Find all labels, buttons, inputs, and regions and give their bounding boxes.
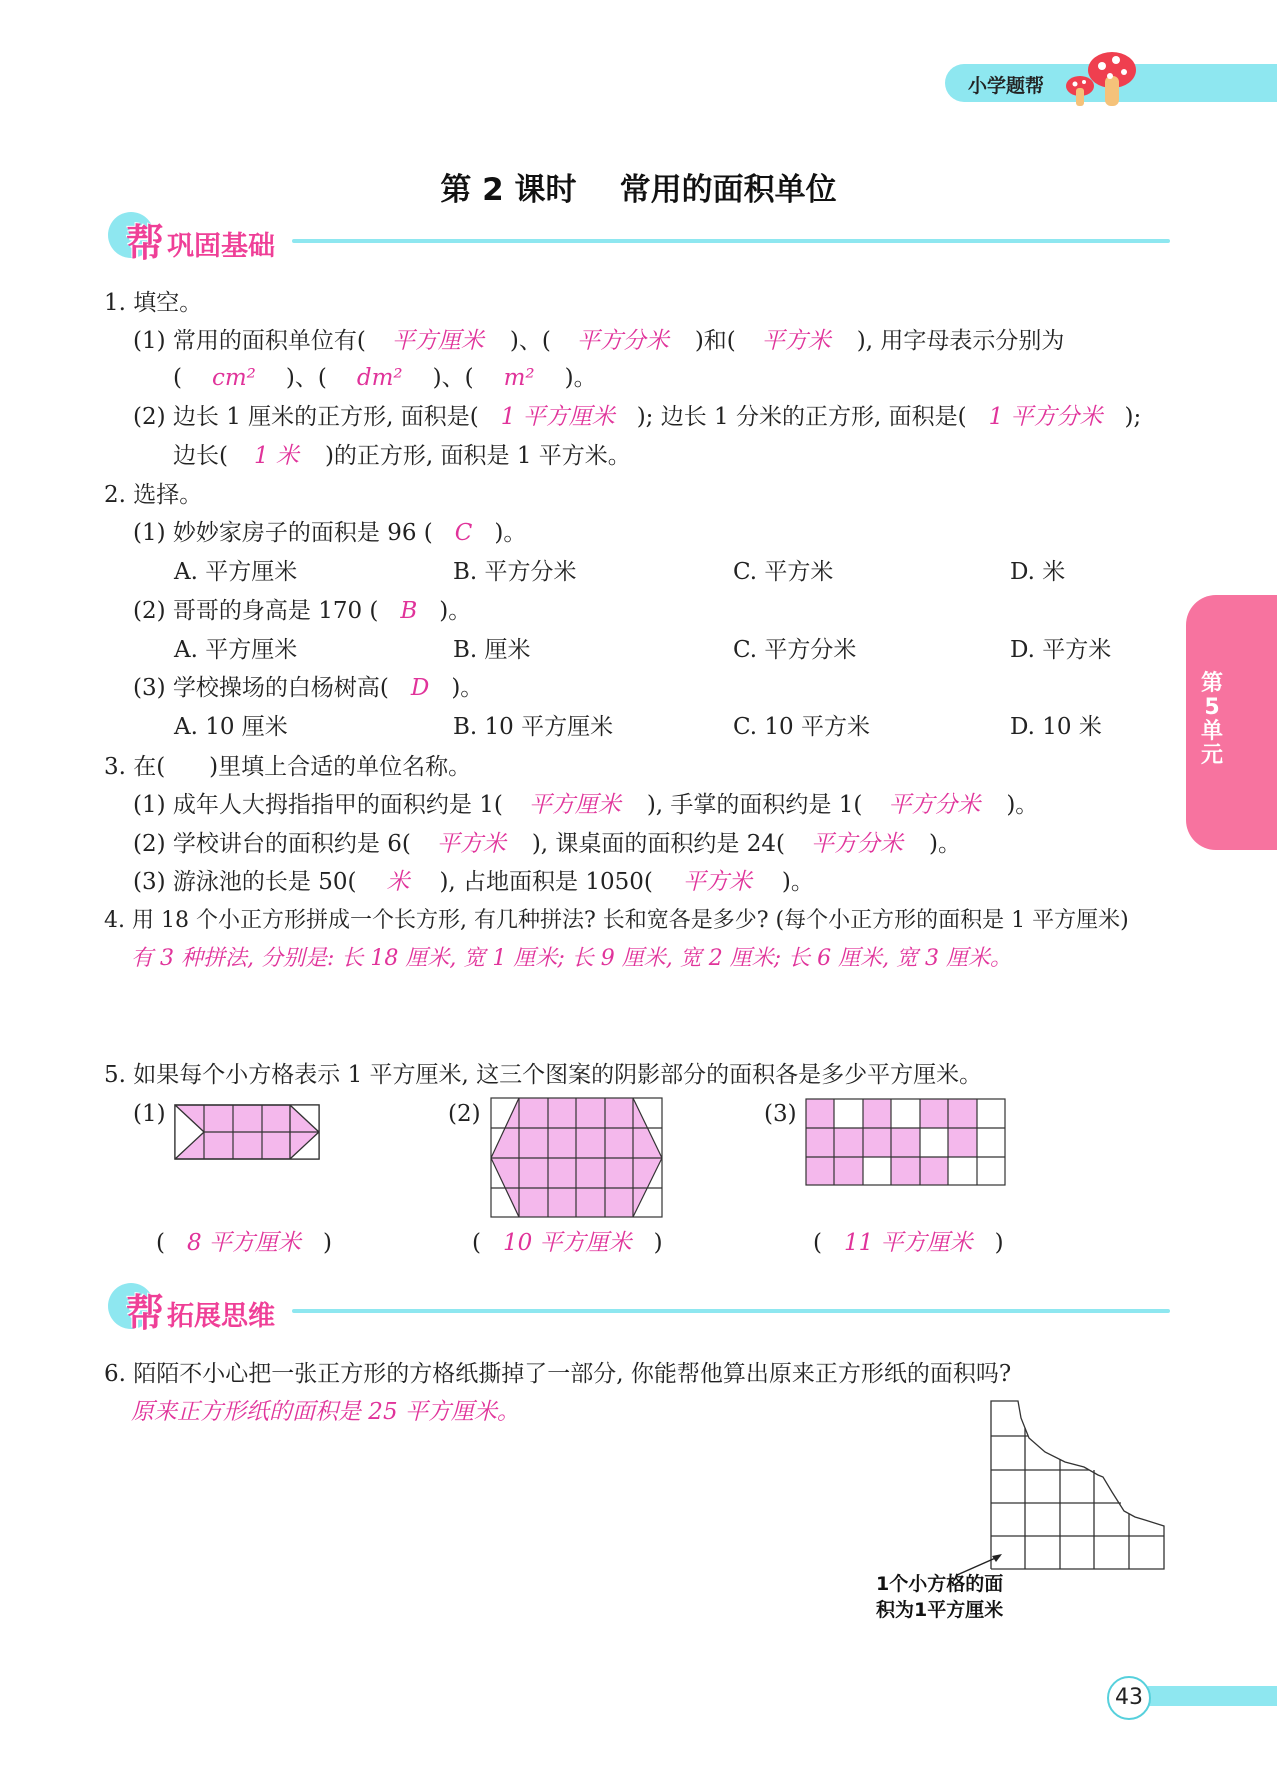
- q5-head: 5. 如果每个小方格表示 1 平方厘米, 这三个图案的阴影部分的面积各是多少平方厘米。: [104, 1062, 983, 1088]
- q1-answer: 平方分米: [576, 328, 669, 354]
- q1-answer: 平方厘米: [391, 328, 484, 354]
- q5-figure-3: [803, 1096, 1009, 1188]
- q1-p2-line2: [173, 441, 631, 471]
- q1-answer: 1 平方厘米: [500, 404, 615, 430]
- unit-side-label: 第5单元: [1200, 671, 1223, 768]
- q1-text: )。: [564, 365, 597, 391]
- q2-item-1-stem: [133, 518, 526, 548]
- section-bang: 帮: [126, 221, 165, 265]
- q3-line1: [133, 790, 1038, 820]
- q1-text: )、(: [432, 365, 474, 391]
- q3-line2: [133, 829, 961, 859]
- q3-answer: 平方厘米: [528, 792, 621, 818]
- section-bang: 帮: [126, 1291, 165, 1335]
- q1-text: (: [173, 365, 182, 391]
- q1-text: 边长(: [173, 443, 228, 469]
- header-label: 小学题帮: [968, 75, 1045, 97]
- paren: (: [156, 1230, 165, 1256]
- q1-answer: dm²: [356, 365, 403, 391]
- q5-answer: 11 平方厘米: [843, 1230, 973, 1256]
- q1-p1-line1: [133, 326, 1064, 356]
- q2-option: C. 10 平方米: [733, 714, 870, 740]
- q1-text: ); 边长 1 分米的正方形, 面积是(: [636, 404, 967, 430]
- q2-item-2-stem: [133, 596, 471, 626]
- page-title: 第 2 课时 常用的面积单位: [440, 172, 837, 208]
- q3-answer: 平方分米: [888, 792, 981, 818]
- q3-text: ), 课桌面的面积约是 24(: [531, 831, 785, 857]
- q6-torn-grid-figure: [985, 1398, 1171, 1574]
- q2-option: D. 米: [1010, 559, 1066, 585]
- q5-label: (1): [133, 1101, 166, 1127]
- footer-ribbon: [1148, 1686, 1277, 1706]
- q3-text: (3) 游泳池的长是 50(: [133, 869, 357, 895]
- q1-answer: cm²: [211, 365, 256, 391]
- q2-text: (2) 哥哥的身高是 170 (: [133, 598, 379, 624]
- section-title-basics: 巩固基础: [167, 231, 275, 262]
- section-divider: [292, 239, 1170, 243]
- q1-text: (2) 边长 1 厘米的正方形, 面积是(: [133, 404, 479, 430]
- q2-option: D. 平方米: [1010, 637, 1112, 663]
- q3-text: ), 手掌的面积约是 1(: [646, 792, 863, 818]
- q6-caption-line1: 1个小方格的面: [876, 1573, 1004, 1595]
- q1-text: )的正方形, 面积是 1 平方米。: [324, 443, 631, 469]
- q3-answer: 平方米: [682, 869, 752, 895]
- q2-text: )。: [439, 598, 472, 624]
- q5-answer-3: [813, 1228, 1004, 1258]
- q5-answer: 8 平方厘米: [186, 1230, 301, 1256]
- q3-head: 3. 在( )里填上合适的单位名称。: [104, 754, 472, 780]
- q5-answer: 10 平方厘米: [502, 1230, 632, 1256]
- q4-answer: 有 3 种拼法, 分别是: 长 18 厘米, 宽 1 厘米; 长 9 厘米, 宽 2 厘米; 长 6 厘米, 宽 3 厘米。: [131, 946, 1013, 971]
- q5-figure-2: [488, 1095, 668, 1221]
- q1-head: 1. 填空。: [104, 290, 203, 316]
- q1-text: )、(: [509, 328, 551, 354]
- q1-text: )和(: [694, 328, 736, 354]
- q6-answer: 原来正方形纸的面积是 25 平方厘米。: [131, 1399, 520, 1425]
- q3-answer: 米: [386, 869, 410, 895]
- q2-option: B. 厘米: [453, 637, 531, 663]
- q6-caption-line2: 积为1平方厘米: [876, 1599, 1004, 1621]
- section-title-extension: 拓展思维: [167, 1301, 275, 1332]
- q4-head: 4. 用 18 个小正方形拼成一个长方形, 有几种拼法? 长和宽各是多少? (每个小正方形的面积是 1 平方厘米): [104, 908, 1129, 933]
- q2-option: B. 10 平方厘米: [453, 714, 614, 740]
- q3-text: ), 占地面积是 1050(: [439, 869, 653, 895]
- q1-answer: 1 米: [253, 443, 299, 469]
- q1-text: )、(: [285, 365, 327, 391]
- q3-text: (2) 学校讲台的面积约是 6(: [133, 831, 411, 857]
- paren: (: [472, 1230, 481, 1256]
- section-divider: [292, 1309, 1170, 1313]
- q5-answer-1: [156, 1228, 332, 1258]
- paren: ): [653, 1230, 663, 1256]
- q6-head: 6. 陌陌不小心把一张正方形的方格纸撕掉了一部分, 你能帮他算出原来正方形纸的面积吗?: [104, 1361, 1012, 1387]
- q2-text: )。: [451, 675, 484, 701]
- q2-answer: B: [400, 598, 418, 624]
- q5-figure-1: [172, 1102, 324, 1162]
- q2-text: (1) 妙妙家房子的面积是 96 (: [133, 520, 433, 546]
- q3-line3: [133, 867, 814, 897]
- q2-option: C. 平方分米: [733, 637, 857, 663]
- q2-text: (3) 学校操场的白杨树高(: [133, 675, 389, 701]
- q3-text: )。: [1006, 792, 1039, 818]
- q3-text: (1) 成年人大拇指指甲的面积约是 1(: [133, 792, 503, 818]
- mushroom-icon: [1060, 44, 1150, 114]
- q2-option: B. 平方分米: [453, 559, 577, 585]
- q1-answer: 平方米: [761, 328, 831, 354]
- q5-label: (3): [764, 1101, 797, 1127]
- q5-answer-2: [472, 1228, 663, 1258]
- q2-option: A. 平方厘米: [174, 559, 298, 585]
- q2-option: A. 平方厘米: [174, 637, 298, 663]
- q2-option: A. 10 厘米: [174, 714, 288, 740]
- q3-text: )。: [781, 869, 814, 895]
- paren: ): [322, 1230, 332, 1256]
- q1-text: (1) 常用的面积单位有(: [133, 328, 366, 354]
- q1-text: );: [1124, 404, 1142, 430]
- q2-answer: C: [454, 520, 473, 546]
- q1-answer: 1 平方分米: [988, 404, 1103, 430]
- q2-option: D. 10 米: [1010, 714, 1102, 740]
- q5-label: (2): [448, 1101, 481, 1127]
- page-number: 43: [1107, 1676, 1151, 1720]
- q2-answer: D: [410, 675, 430, 701]
- q1-text: ), 用字母表示分别为: [856, 328, 1065, 354]
- q3-answer: 平方分米: [810, 831, 903, 857]
- q3-answer: 平方米: [436, 831, 506, 857]
- q1-p2-line1: [133, 402, 1141, 432]
- q2-item-3-stem: [133, 673, 483, 703]
- q3-text: )。: [928, 831, 961, 857]
- q2-option: C. 平方米: [733, 559, 834, 585]
- q1-p1-line2: [173, 363, 597, 393]
- q2-head: 2. 选择。: [104, 482, 203, 508]
- paren: (: [813, 1230, 822, 1256]
- paren: ): [994, 1230, 1004, 1256]
- q2-text: )。: [494, 520, 527, 546]
- q1-answer: m²: [503, 365, 535, 391]
